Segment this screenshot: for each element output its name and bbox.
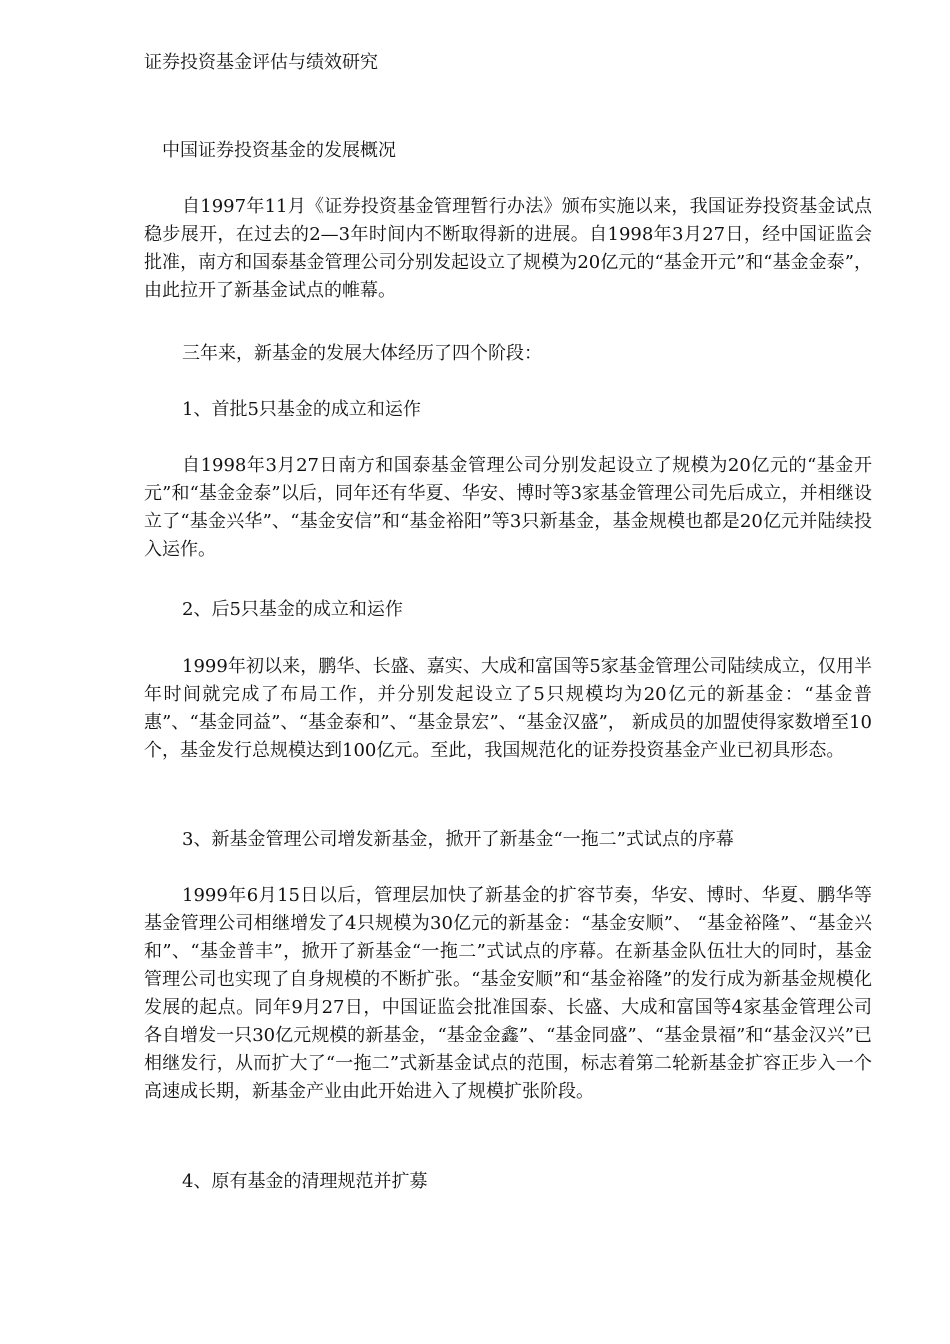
paragraph-intro: 自1997年11月《证券投资基金管理暂行办法》颁布实施以来，我国证券投资基金试点稳步展开，在过去的2—3年时间内不断取得新的进展。自1998年3月27日，经中国证监会批准，南方和国泰基金管理公司分别发起设立了规模为20亿元的“基金开元”和“基金金泰”，由此拉开了新基金试点的帷幕。 (144, 196, 872, 301)
paragraph-stages-intro: 三年来，新基金的发展大体经历了四个阶段： (182, 343, 542, 364)
document-title: 证券投资基金评估与绩效研究 (144, 52, 378, 73)
paragraph-stage-1: 自1998年3月27日南方和国泰基金管理公司分别发起设立了规模为20亿元的“基金开元”和“基金金泰”以后，同年还有华夏、华安、博时等3家基金管理公司先后成立，并相继设立了“基金兴华”、“基金安信”和“基金裕阳”等3只新基金，基金规模也都是20亿元并陆续投入运作。 (144, 455, 872, 560)
section-title: 中国证券投资基金的发展概况 (162, 140, 396, 161)
heading-stage-2: 2、后5只基金的成立和运作 (182, 599, 403, 620)
heading-stage-3: 3、新基金管理公司增发新基金，掀开了新基金“一拖二”式试点的序幕 (182, 829, 734, 850)
paragraph-stage-2: 1999年初以来，鹏华、长盛、嘉实、大成和富国等5家基金管理公司陆续成立，仅用半年时间就完成了布局工作，并分别发起设立了5只规模均为20亿元的新基金：“基金普惠”、“基金同益”、“基金泰和”、“基金景宏”、“基金汉盛”， 新成员的加盟使得家数增至10个，基金发行总规模达到100亿元。至此，我国规范化的证券投资基金产业已初具形态。 (144, 656, 872, 761)
paragraph-stage-3: 1999年6月15日以后，管理层加快了新基金的扩容节奏，华安、博时、华夏、鹏华等基金管理公司相继增发了4只规模为30亿元的新基金：“基金安顺”、 “基金裕隆”、“基金兴和”、“基金普丰”，掀开了新基金“一拖二”式试点的序幕。在新基金队伍壮大的同时，基金管理公司也实现了自身规模的不断扩张。“基金安顺”和“基金裕隆”的发行成为新基金规模化发展的起点。同年9月27日，中国证监会批准国泰、长盛、大成和富国等4家基金管理公司各自增发一只30亿元规模的新基金，“基金金鑫”、“基金同盛”、“基金景福”和“基金汉兴”已相继发行，从而扩大了“一拖二”式新基金试点的范围，标志着第二轮新基金扩容正步入一个高速成长期，新基金产业由此开始进入了规模扩张阶段。 (144, 885, 872, 1102)
heading-stage-4: 4、原有基金的清理规范并扩募 (182, 1171, 428, 1192)
heading-stage-1: 1、首批5只基金的成立和运作 (182, 399, 421, 420)
